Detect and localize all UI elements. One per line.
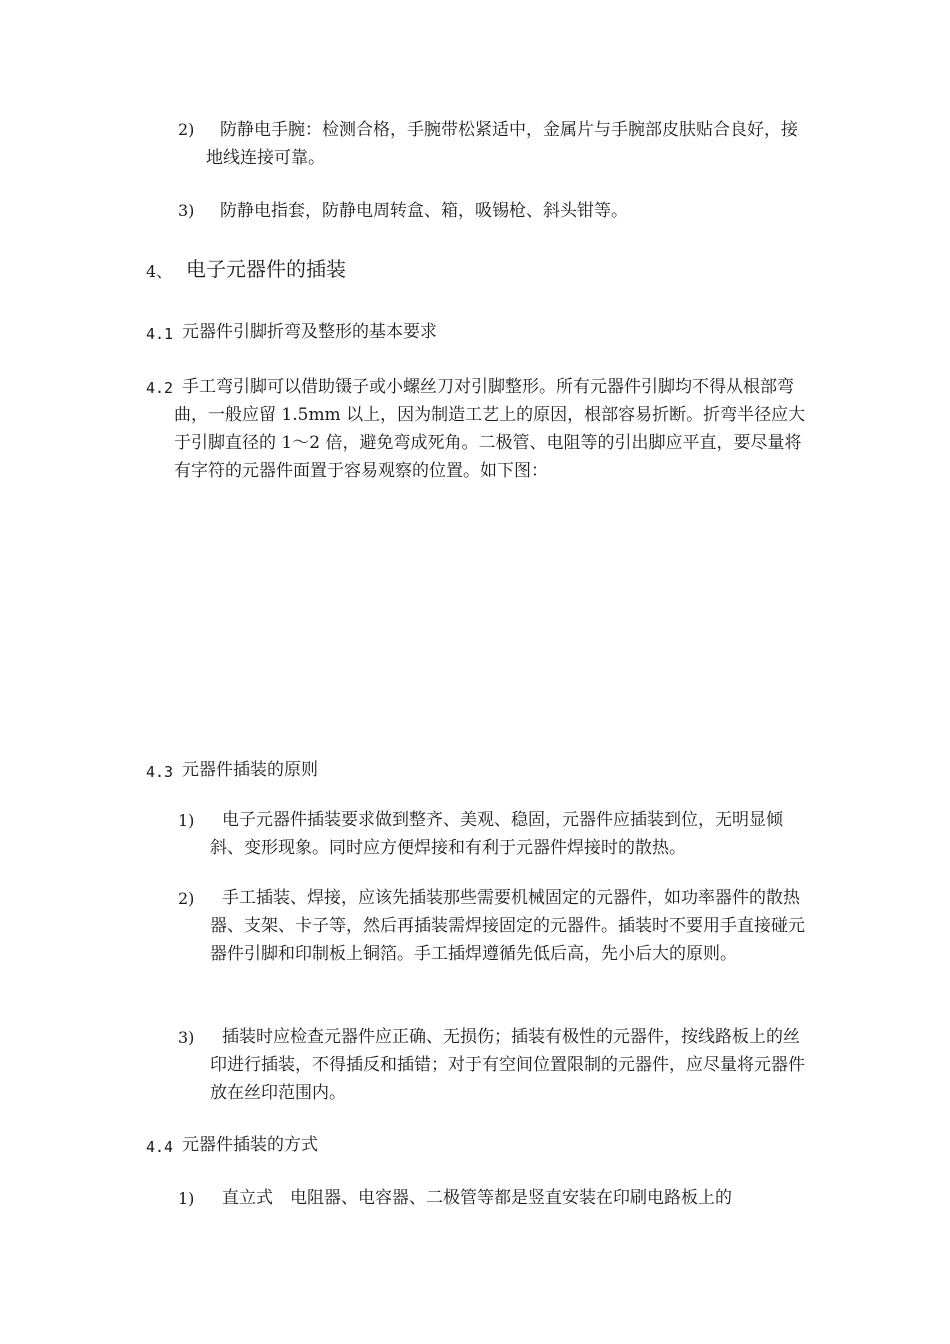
subsection-number: 4.2 [146, 379, 174, 397]
subsection-number: 4.1 [146, 325, 174, 343]
subsection-title: 元器件插装的原则 [182, 760, 318, 780]
subsection-number: 4.4 [146, 1138, 174, 1156]
list-item-number: 3) [178, 201, 195, 220]
subsection-number: 4.3 [146, 763, 174, 781]
list-item-number: 3) [178, 1028, 195, 1047]
list-item-number: 1) [178, 811, 195, 830]
list-item-number: 1) [178, 1189, 195, 1208]
list-item-text: 手工插装、焊接，应该先插装那些需要机械固定的元器件，如功率器件的散热器、支架、卡子等，然后再插装需焊接固定的元器件。插装时不要用手直接碰元器件引脚和印制板上铜箔。手工插焊遵循先低后高，先小后大的原则。 [210, 888, 805, 964]
section-title: 电子元器件的插装 [186, 257, 346, 281]
list-item-text: 电子元器件插装要求做到整齐、美观、稳固，元器件应插装到位，无明显倾斜、变形现象。同时应方便焊接和有利于元器件焊接时的散热。 [210, 810, 783, 858]
paragraph-text: 手工弯引脚可以借助镊子或小螺丝刀对引脚整形。所有元器件引脚均不得从根部弯曲，一般应留 1.5mm 以上，因为制造工艺上的原因，根部容易折断。折弯半径应大于引脚直径的 1～2 倍，避免弯成死角。二极管、电阻等的引出脚应平直，要尽量将有字符的元器件面置于容易观察的位置。如下图： [174, 377, 806, 481]
list-item-text: 插装时应检查元器件应正确、无损伤；插装有极性的元器件，按线路板上的丝印进行插装，不得插反和插错；对于有空间位置限制的元器件，应尽量将元器件放在丝印范围内。 [210, 1027, 805, 1103]
list-item-text: 防静电指套，防静电周转盒、箱，吸锡枪、斜头钳等。 [220, 201, 628, 221]
figure-placeholder [146, 500, 806, 730]
list-item-number: 2) [178, 120, 195, 139]
list-item-number: 2) [178, 889, 195, 908]
subsection-title: 元器件插装的方式 [182, 1135, 318, 1155]
list-item-text: 直立式 电阻器、电容器、二极管等都是竖直安装在印刷电路板上的 [222, 1188, 732, 1208]
subsection-title: 元器件引脚折弯及整形的基本要求 [182, 322, 437, 342]
section-number: 4、 [146, 262, 173, 281]
list-item-text: 防静电手腕：检测合格，手腕带松紧适中，金属片与手腕部皮肤贴合良好，接地线连接可靠。 [206, 120, 798, 168]
